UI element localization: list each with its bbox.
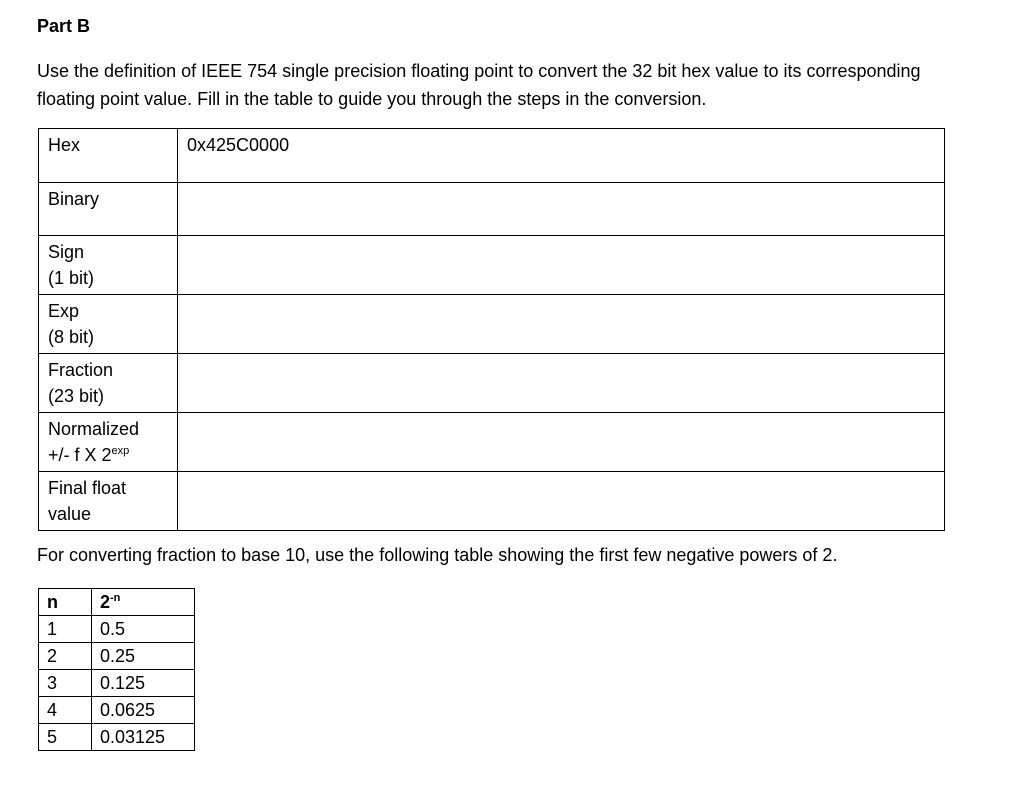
instructions-text: Use the definition of IEEE 754 single precision floating point to convert the 32 bit hex value to its corresponding floating point value. Fill in the table to guide you through the steps in the conversion.	[37, 61, 921, 109]
part-title: Part B	[37, 16, 91, 36]
sign-answer-cell[interactable]	[178, 236, 945, 295]
exp-answer-cell[interactable]	[178, 295, 945, 354]
label-line: value	[48, 504, 92, 524]
label-line: +/- f X 2	[48, 445, 112, 465]
table-row	[39, 183, 945, 236]
n-cell: 1	[39, 616, 92, 643]
label-line: (23 bit)	[48, 386, 105, 406]
row-label-normalized	[39, 413, 178, 472]
table-row	[39, 724, 195, 751]
row-label-hex: Hex	[39, 129, 178, 183]
hex-value-cell: 0x425C0000	[178, 129, 945, 183]
label-line: (8 bit)	[48, 327, 95, 347]
n-cell: 2	[39, 643, 92, 670]
header-n: n	[39, 589, 92, 616]
header-power-base: 2	[100, 592, 111, 612]
table-header-row	[39, 589, 195, 616]
row-label-sign	[39, 236, 178, 295]
label-line: Fraction	[48, 360, 114, 380]
fraction-answer-cell[interactable]	[178, 354, 945, 413]
table-row	[39, 129, 945, 183]
table-row	[39, 236, 945, 295]
label-line: Final float	[48, 478, 127, 498]
binary-answer-cell[interactable]	[178, 183, 945, 236]
table-row	[39, 697, 195, 724]
row-label-final	[39, 472, 178, 531]
powers-of-two-table	[38, 588, 195, 751]
power-value-cell: 0.03125	[92, 724, 195, 751]
power-value-cell: 0.5	[92, 616, 195, 643]
final-value-answer-cell[interactable]	[178, 472, 945, 531]
label-line: (1 bit)	[48, 268, 95, 288]
power-value-cell: 0.0625	[92, 697, 195, 724]
n-cell: 3	[39, 670, 92, 697]
header-power-sup: -n	[110, 592, 121, 604]
table-row	[39, 295, 945, 354]
power-value-cell: 0.25	[92, 643, 195, 670]
table-row	[39, 670, 195, 697]
conversion-table	[38, 128, 945, 531]
header-power	[92, 589, 195, 616]
label-line: Sign	[48, 242, 85, 262]
normalized-answer-cell[interactable]	[178, 413, 945, 472]
row-label-binary: Binary	[39, 183, 178, 236]
row-label-exp	[39, 295, 178, 354]
exponent-superscript: exp	[111, 445, 130, 457]
table-row	[39, 413, 945, 472]
n-cell: 4	[39, 697, 92, 724]
power-value-cell: 0.125	[92, 670, 195, 697]
table-row	[39, 616, 195, 643]
label-line: Exp	[48, 301, 80, 321]
table-row	[39, 472, 945, 531]
table-row	[39, 643, 195, 670]
row-label-fraction	[39, 354, 178, 413]
table-row	[39, 354, 945, 413]
powers-note: For converting fraction to base 10, use the following table showing the first few negative powers of 2.	[37, 545, 838, 565]
n-cell: 5	[39, 724, 92, 751]
label-line: Normalized	[48, 419, 140, 439]
